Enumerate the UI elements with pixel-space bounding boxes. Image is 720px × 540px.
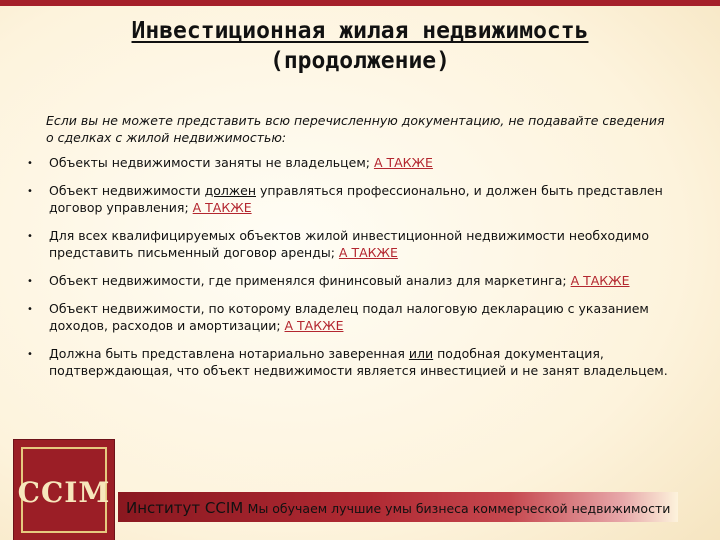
- list-item: [18, 272, 698, 289]
- list-item: [18, 300, 698, 334]
- and-also-tag: А ТАКЖЕ: [373, 155, 433, 170]
- item-text: Для всех квалифицируемых объектов жилой инвестиционной недвижимости необходимо представить письменный договор аренды;: [49, 228, 650, 260]
- and-also-tag: А ТАКЖЕ: [338, 245, 398, 260]
- top-accent-bar: [0, 0, 720, 6]
- bullet-icon: •: [27, 231, 33, 242]
- bullet-icon: •: [27, 304, 33, 315]
- bullet-icon: •: [27, 158, 33, 169]
- list-item: [18, 182, 698, 216]
- item-text-cont: управляться профессионально, и должен быть представлен договор управления;: [49, 183, 663, 215]
- title-line-2: (продолжение): [269, 48, 450, 74]
- requirements-list: [18, 154, 698, 390]
- intro-text: Если вы не можете представить всю перечисленную документацию, не подавайте сведения о сделках с жилой недвижимостью:: [46, 113, 665, 145]
- item-text-cont: подобная документация, подтверждающая, что объект недвижимости является инвестицией и не занят владельцем.: [49, 346, 668, 378]
- item-text: Должна быть представлена нотариально заверенная: [49, 346, 409, 361]
- item-text: Объект недвижимости, по которому владелец подал налоговую декларацию с указанием доходов, расходов и амортизации;: [49, 301, 649, 333]
- footer-text: [126, 499, 670, 517]
- title-line-1: Инвестиционная жилая недвижимость: [131, 18, 589, 44]
- and-also-tag: А ТАКЖЕ: [570, 273, 630, 288]
- list-item: [18, 154, 698, 171]
- logo-text: CCIM: [17, 476, 111, 509]
- emphasis-word: или: [408, 346, 434, 361]
- item-text: Объект недвижимости: [49, 183, 205, 198]
- bullet-icon: •: [27, 186, 33, 197]
- ccim-logo: [14, 440, 114, 540]
- bullet-icon: •: [27, 349, 33, 360]
- item-text: Объект недвижимости, где применялся фининсовый анализ для маркетинга;: [49, 273, 571, 288]
- bullet-icon: •: [27, 276, 33, 287]
- item-text: Объекты недвижимости заняты не владельцем;: [49, 155, 374, 170]
- slide-title: [0, 16, 720, 76]
- institute-name: Институт CCIM: [126, 499, 244, 517]
- emphasis-word: должен: [204, 183, 256, 198]
- and-also-tag: А ТАКЖЕ: [284, 318, 344, 333]
- and-also-tag: А ТАКЖЕ: [192, 200, 252, 215]
- slogan: Мы обучаем лучшие умы бизнеса коммерческой недвижимости: [247, 501, 671, 516]
- list-item: [18, 227, 698, 261]
- list-item: [18, 345, 698, 379]
